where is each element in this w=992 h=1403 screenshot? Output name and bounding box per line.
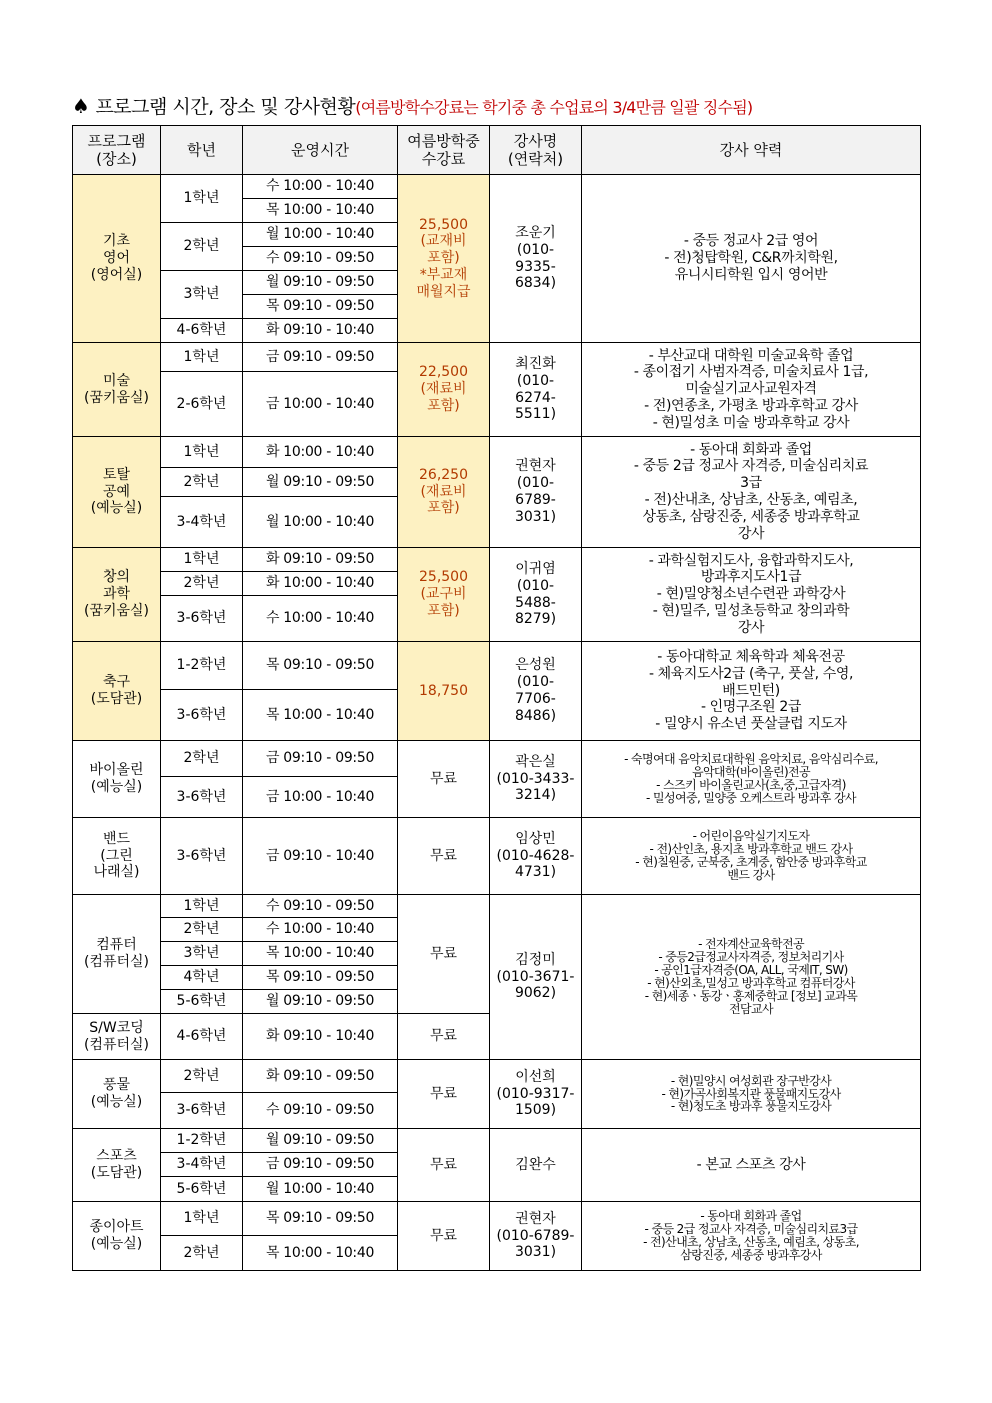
time-cell: 금 09:10 - 09:50 xyxy=(243,741,398,777)
fee-cell: 무료 xyxy=(398,818,490,895)
time-cell: 수 09:10 - 09:50 xyxy=(243,1093,398,1129)
fee-cell: 18,750 xyxy=(398,642,490,741)
career-line: - 밀양시 유소년 풋살클럽 지도자 xyxy=(655,716,847,733)
time-cell: 목 09:10 - 09:50 xyxy=(243,295,398,319)
time-cell: 수 10:00 - 10:40 xyxy=(243,918,398,942)
time-cell: 화 10:00 - 10:40 xyxy=(243,572,398,596)
grade-cell: 2학년 xyxy=(161,741,243,777)
grade-cell: 1-2학년 xyxy=(161,1129,243,1153)
career-line: 미술실기교사교원자격 xyxy=(685,381,817,398)
grade-cell: 5-6학년 xyxy=(161,1177,243,1202)
grade-cell: 2-6학년 xyxy=(161,372,243,437)
header-grade: 학년 xyxy=(161,126,243,175)
career-line: 전담교사 xyxy=(729,1001,773,1016)
career-line: - 현)밀양청소년수련관 과학강사 xyxy=(656,586,846,603)
career-cell xyxy=(582,1129,921,1202)
career-line: - 인명구조원 2급 xyxy=(700,699,801,716)
grade-cell: 3-6학년 xyxy=(161,1093,243,1129)
career-cell xyxy=(582,437,921,548)
table-row xyxy=(73,1060,921,1093)
instructor-cell: 이선희 (010-9317- 1509) xyxy=(490,1060,582,1129)
career-line: - 현)밀성초 미술 방과후학교 강사 xyxy=(652,414,850,431)
grade-cell: 3-6학년 xyxy=(161,596,243,642)
grade-cell: 1-2학년 xyxy=(161,642,243,690)
time-cell: 목 09:10 - 09:50 xyxy=(243,1202,398,1236)
career-line: - 과학실험지도사, 융합과학지도사, xyxy=(648,552,854,569)
time-cell: 화 09:10 - 09:50 xyxy=(243,1060,398,1093)
page-heading xyxy=(72,92,932,120)
career-line: 강사 xyxy=(737,525,765,542)
career-line: - 전자계산교육학전공 xyxy=(698,937,804,952)
career-line: - 전)산내초, 상남초, 산동초, 예림초, xyxy=(644,492,858,508)
career-line: 강사 xyxy=(737,619,765,636)
instructor-cell: 곽은실 (010-3433- 3214) xyxy=(490,741,582,818)
career-cell xyxy=(582,642,921,741)
career-line: - 현)밀양시 여성회관 장구반강사 xyxy=(670,1073,832,1088)
table-row xyxy=(73,1129,921,1153)
instructor-cell: 권현자 (010- 6789- 3031) xyxy=(490,437,582,548)
table-row xyxy=(73,343,921,372)
instructor-cell: 이귀염 (010- 5488- 8279) xyxy=(490,548,582,642)
career-line: - 어린이음악실기지도자 xyxy=(692,829,810,844)
career-line: - 본교 스포츠 강사 xyxy=(696,1156,806,1173)
instructor-cell: 최진화 (010- 6274- 5511) xyxy=(490,343,582,437)
career-line: - 종이접기 사범자격증, 미술치료사 1급, xyxy=(633,364,869,381)
time-cell: 화 09:10 - 09:50 xyxy=(243,548,398,572)
time-cell: 화 09:10 - 10:40 xyxy=(243,319,398,343)
header-program: 프로그램 (장소) xyxy=(73,126,161,175)
instructor-cell: 김완수 xyxy=(490,1129,582,1202)
program-name: 컴퓨터 (컴퓨터실) xyxy=(73,895,161,1014)
program-name: 스포츠 (도담관) xyxy=(73,1129,161,1202)
career-cell xyxy=(582,548,921,642)
table-header-row xyxy=(73,126,921,175)
program-name: 풍물 (예능실) xyxy=(73,1060,161,1129)
time-cell: 월 10:00 - 10:40 xyxy=(243,1177,398,1202)
time-cell: 목 09:10 - 09:50 xyxy=(243,642,398,690)
career-line: 방과후지도사1급 xyxy=(700,569,802,586)
time-cell: 월 10:00 - 10:40 xyxy=(243,223,398,247)
grade-cell: 2학년 xyxy=(161,1060,243,1093)
grade-cell: 3학년 xyxy=(161,271,243,319)
time-cell: 금 09:10 - 10:40 xyxy=(243,818,398,895)
grade-cell: 3-4학년 xyxy=(161,497,243,548)
career-line: - 전)산인초, 용지초 방과후학교 밴드 강사 xyxy=(649,842,853,857)
time-cell: 금 10:00 - 10:40 xyxy=(243,372,398,437)
grade-cell: 2학년 xyxy=(161,1236,243,1271)
program-name: S/W코딩 (컴퓨터실) xyxy=(73,1014,161,1060)
table-row xyxy=(73,741,921,777)
header-instructor: 강사명 (연락처) xyxy=(490,126,582,175)
program-name: 밴드 (그린 나래실) xyxy=(73,818,161,895)
career-line: - 중등 2급 정교사 자격증, 미술심리치료 xyxy=(633,458,869,475)
fee-cell: 22,500 (재료비 포함) xyxy=(398,343,490,437)
fee-cell: 무료 xyxy=(398,1202,490,1271)
fee-cell: 25,500 (교재비 포함) *부교재 매월지급 xyxy=(398,175,490,343)
time-cell: 월 10:00 - 10:40 xyxy=(243,497,398,548)
table-row xyxy=(73,1202,921,1236)
grade-cell: 2학년 xyxy=(161,468,243,497)
program-name: 축구 (도담관) xyxy=(73,642,161,741)
career-line: - 밀성여중, 밀양중 오케스트라 방과후 강사 xyxy=(646,790,856,805)
grade-cell: 4-6학년 xyxy=(161,319,243,343)
table-row xyxy=(73,818,921,895)
fee-cell: 무료 xyxy=(398,741,490,818)
career-line: 밴드 강사 xyxy=(727,867,775,882)
program-name: 창의 과학 (꿈키움실) xyxy=(73,548,161,642)
grade-cell: 2학년 xyxy=(161,572,243,596)
instructor-cell: 조운기 (010- 9335- 6834) xyxy=(490,175,582,343)
grade-cell: 1학년 xyxy=(161,437,243,468)
time-cell: 화 09:10 - 10:40 xyxy=(243,1014,398,1060)
grade-cell: 2학년 xyxy=(161,223,243,271)
career-line: - 중등 정교사 2급 영어 xyxy=(683,233,819,250)
career-cell xyxy=(582,895,921,1060)
time-cell: 목 10:00 - 10:40 xyxy=(243,942,398,966)
career-line: - 현)청도초 방과후 풍물지도강사 xyxy=(670,1099,832,1114)
career-line: - 중등2급정교사자격증, 정보처리기사 xyxy=(658,950,844,965)
time-cell: 월 09:10 - 09:50 xyxy=(243,990,398,1014)
time-cell: 목 10:00 - 10:40 xyxy=(243,1236,398,1271)
grade-cell: 3-6학년 xyxy=(161,690,243,741)
career-line: 배드민턴) xyxy=(722,682,780,699)
career-line: - 체육지도사2급 (축구, 풋살, 수영, xyxy=(648,665,854,682)
career-cell xyxy=(582,1060,921,1129)
career-line: - 현)칠원중, 군북중, 초계중, 함안중 방과후학교 xyxy=(635,855,867,869)
time-cell: 목 10:00 - 10:40 xyxy=(243,690,398,741)
career-line: - 부산교대 대학원 미술교육학 졸업 xyxy=(648,347,854,364)
career-line: - 스즈키 바이올린교사(초,중,고급자격) xyxy=(656,778,846,792)
grade-cell: 3-6학년 xyxy=(161,777,243,818)
career-line: - 현)세종ㆍ동강ㆍ홍제중학교 [정보] 교과목 xyxy=(644,988,858,1003)
program-name: 미술 (꿈키움실) xyxy=(73,343,161,437)
career-line: - 동아대 회화과 졸업 xyxy=(690,441,812,458)
time-cell: 목 10:00 - 10:40 xyxy=(243,199,398,223)
career-cell xyxy=(582,1202,921,1271)
fee-cell: 26,250 (재료비 포함) xyxy=(398,437,490,548)
career-line: 음악대학(바이올린)전공 xyxy=(691,765,811,780)
time-cell: 금 09:10 - 09:50 xyxy=(243,1153,398,1177)
table-row xyxy=(73,895,921,918)
instructor-cell: 은성원 (010- 7706- 8486) xyxy=(490,642,582,741)
heading-title: 프로그램 시간, 장소 및 강사현황 xyxy=(95,96,356,118)
career-line: - 현)밀주, 밀성초등학교 창의과학 xyxy=(652,602,850,619)
program-name: 바이올린 (예능실) xyxy=(73,741,161,818)
table-row xyxy=(73,175,921,199)
career-line: - 동아대 회화과 졸업 xyxy=(700,1209,802,1224)
grade-cell: 4-6학년 xyxy=(161,1014,243,1060)
table-row xyxy=(73,642,921,690)
time-cell: 수 09:10 - 09:50 xyxy=(243,247,398,271)
time-cell: 금 09:10 - 09:50 xyxy=(243,343,398,372)
career-line: 3급 xyxy=(740,475,762,492)
time-cell: 수 10:00 - 10:40 xyxy=(243,175,398,199)
career-line: - 전)청탑학원, C&R까치학원, xyxy=(664,250,838,267)
table-row xyxy=(73,437,921,468)
header-time: 운영시간 xyxy=(243,126,398,175)
career-line: 유니시티학원 입시 영어반 xyxy=(674,266,828,283)
time-cell: 목 09:10 - 09:50 xyxy=(243,966,398,990)
career-line: - 숙명여대 음악치료대학원 음악치료, 음악심리수료, xyxy=(624,752,878,767)
career-line: - 전)산내초, 상남초, 산동초, 예림초, 상동초, xyxy=(643,1235,859,1249)
career-cell xyxy=(582,818,921,895)
grade-cell: 3-6학년 xyxy=(161,818,243,895)
grade-cell: 1학년 xyxy=(161,343,243,372)
table-row xyxy=(73,548,921,572)
time-cell: 월 09:10 - 09:50 xyxy=(243,271,398,295)
instructor-cell: 권현자 (010-6789- 3031) xyxy=(490,1202,582,1271)
program-name: 종이아트 (예능실) xyxy=(73,1202,161,1271)
program-schedule-table xyxy=(72,125,921,1271)
career-line: 상동초, 삼랑진중, 세종중 방과후학교 xyxy=(642,508,860,525)
instructor-cell: 김정미 (010-3671- 9062) xyxy=(490,895,582,1060)
header-fee: 여름방학중 수강료 xyxy=(398,126,490,175)
fee-cell: 25,500 (교구비 포함) xyxy=(398,548,490,642)
grade-cell: 1학년 xyxy=(161,1202,243,1236)
grade-cell: 1학년 xyxy=(161,895,243,918)
career-cell xyxy=(582,343,921,437)
time-cell: 월 09:10 - 09:50 xyxy=(243,468,398,497)
career-line: - 전)연종초, 가평초 방과후학교 강사 xyxy=(644,397,858,414)
time-cell: 금 10:00 - 10:40 xyxy=(243,777,398,818)
fee-cell: 무료 xyxy=(398,1060,490,1129)
grade-cell: 2학년 xyxy=(161,918,243,942)
career-line: - 동아대학교 체육학과 체육전공 xyxy=(657,649,845,665)
heading-note: (여름방학수강료는 학기중 총 수업료의 3/4만큼 일괄 징수됨) xyxy=(355,98,753,117)
program-name: 토탈 공예 (예능실) xyxy=(73,437,161,548)
career-line: - 현)산외초,밀성고 방과후학교 컴퓨터강사 xyxy=(647,976,855,990)
grade-cell: 4학년 xyxy=(161,966,243,990)
header-career: 강사 약력 xyxy=(582,126,921,175)
time-cell: 화 10:00 - 10:40 xyxy=(243,437,398,468)
grade-cell: 1학년 xyxy=(161,175,243,223)
grade-cell: 3학년 xyxy=(161,942,243,966)
fee-cell: 무료 xyxy=(398,895,490,1014)
fee-cell: 무료 xyxy=(398,1129,490,1202)
grade-cell: 5-6학년 xyxy=(161,990,243,1014)
spade-icon: ♠ xyxy=(72,94,90,118)
career-line: 삼랑진중, 세종중 방과후강사 xyxy=(680,1247,822,1262)
grade-cell: 1학년 xyxy=(161,548,243,572)
grade-cell: 3-4학년 xyxy=(161,1153,243,1177)
instructor-cell: 임상민 (010-4628- 4731) xyxy=(490,818,582,895)
time-cell: 수 09:10 - 09:50 xyxy=(243,895,398,918)
career-line: - 현)가곡사회복지관 풍물패지도강사 xyxy=(661,1086,841,1101)
time-cell: 월 09:10 - 09:50 xyxy=(243,1129,398,1153)
fee-cell: 무료 xyxy=(398,1014,490,1060)
time-cell: 수 10:00 - 10:40 xyxy=(243,596,398,642)
career-line: - 중등 2급 정교사 자격증, 미술심리치료3급 xyxy=(644,1222,858,1237)
career-line: - 공인1급자격증(OA, ALL, 국제IT, SW) xyxy=(654,963,848,978)
career-cell xyxy=(582,175,921,343)
career-cell xyxy=(582,741,921,818)
program-name: 기초 영어 (영어실) xyxy=(73,175,161,343)
